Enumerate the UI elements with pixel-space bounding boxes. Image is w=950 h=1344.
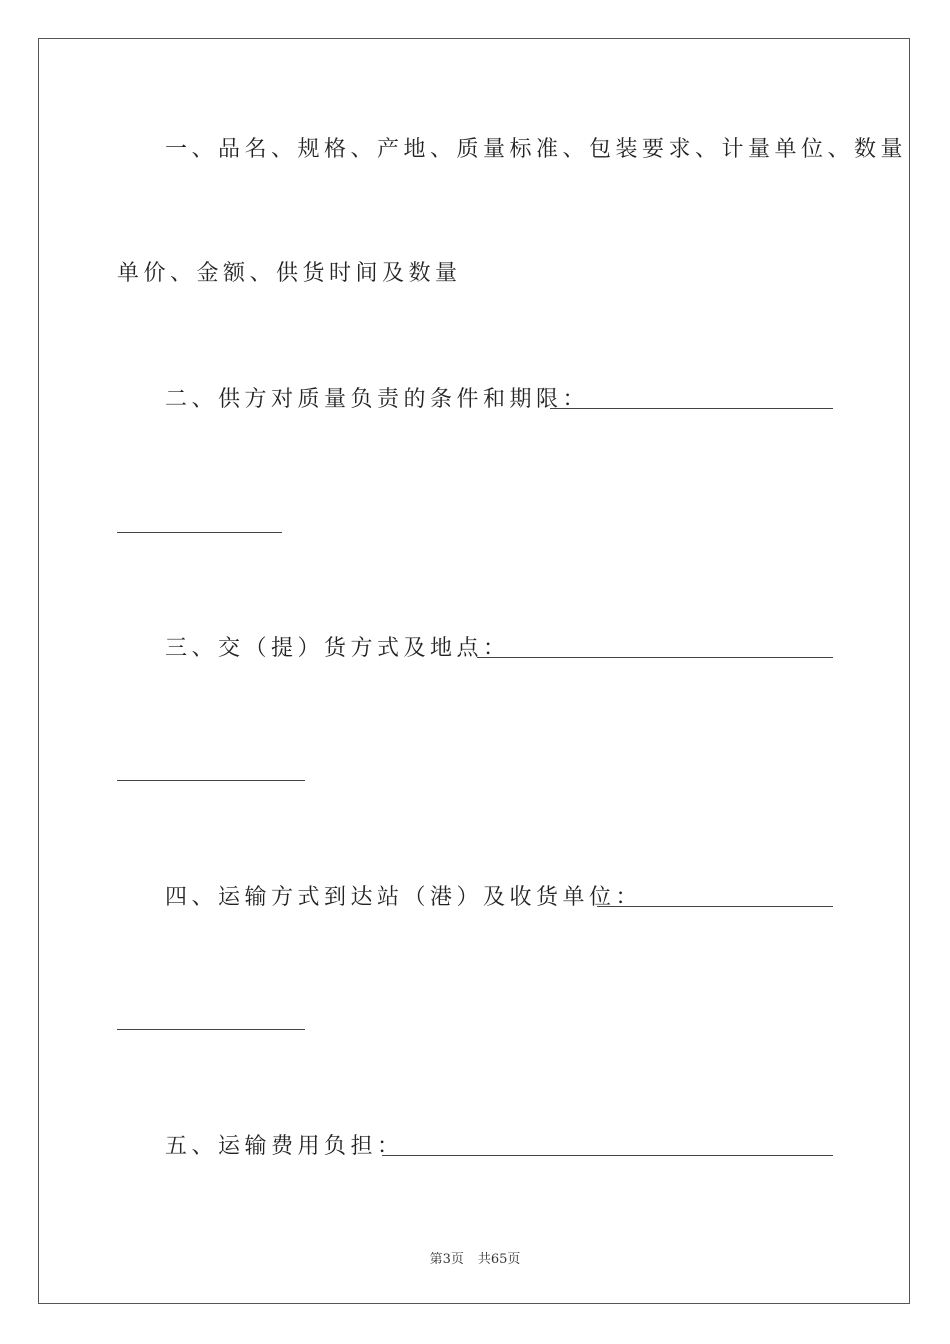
clause-4-blank-line-2[interactable] [117, 1029, 305, 1030]
clause-3-blank-line-1[interactable] [477, 657, 833, 658]
page-frame [38, 38, 910, 1304]
clause-4-label: 四、运输方式到达站（港）及收货单位： [165, 885, 643, 910]
clause-5-label: 五、运输费用负担： [165, 1134, 404, 1159]
clause-2-blank-line-2[interactable] [117, 532, 282, 533]
clause-1-line-1: 一、品名、规格、产地、质量标准、包装要求、计量单位、数量 [165, 137, 908, 162]
clause-4-blank-line-1[interactable] [597, 906, 833, 907]
page-total: 共65页 [477, 1252, 521, 1267]
clause-2-label: 二、供方对质量负责的条件和期限： [165, 387, 590, 412]
page-footer [0, 1248, 950, 1267]
clause-5-blank-line-1[interactable] [382, 1155, 833, 1156]
clause-3-label: 三、交（提）货方式及地点： [165, 636, 510, 661]
clause-1-line-2: 单价、金额、供货时间及数量 [117, 261, 462, 286]
page-number: 第3页 [429, 1252, 464, 1267]
clause-2-blank-line-1[interactable] [550, 408, 833, 409]
clause-3-blank-line-2[interactable] [117, 780, 305, 781]
